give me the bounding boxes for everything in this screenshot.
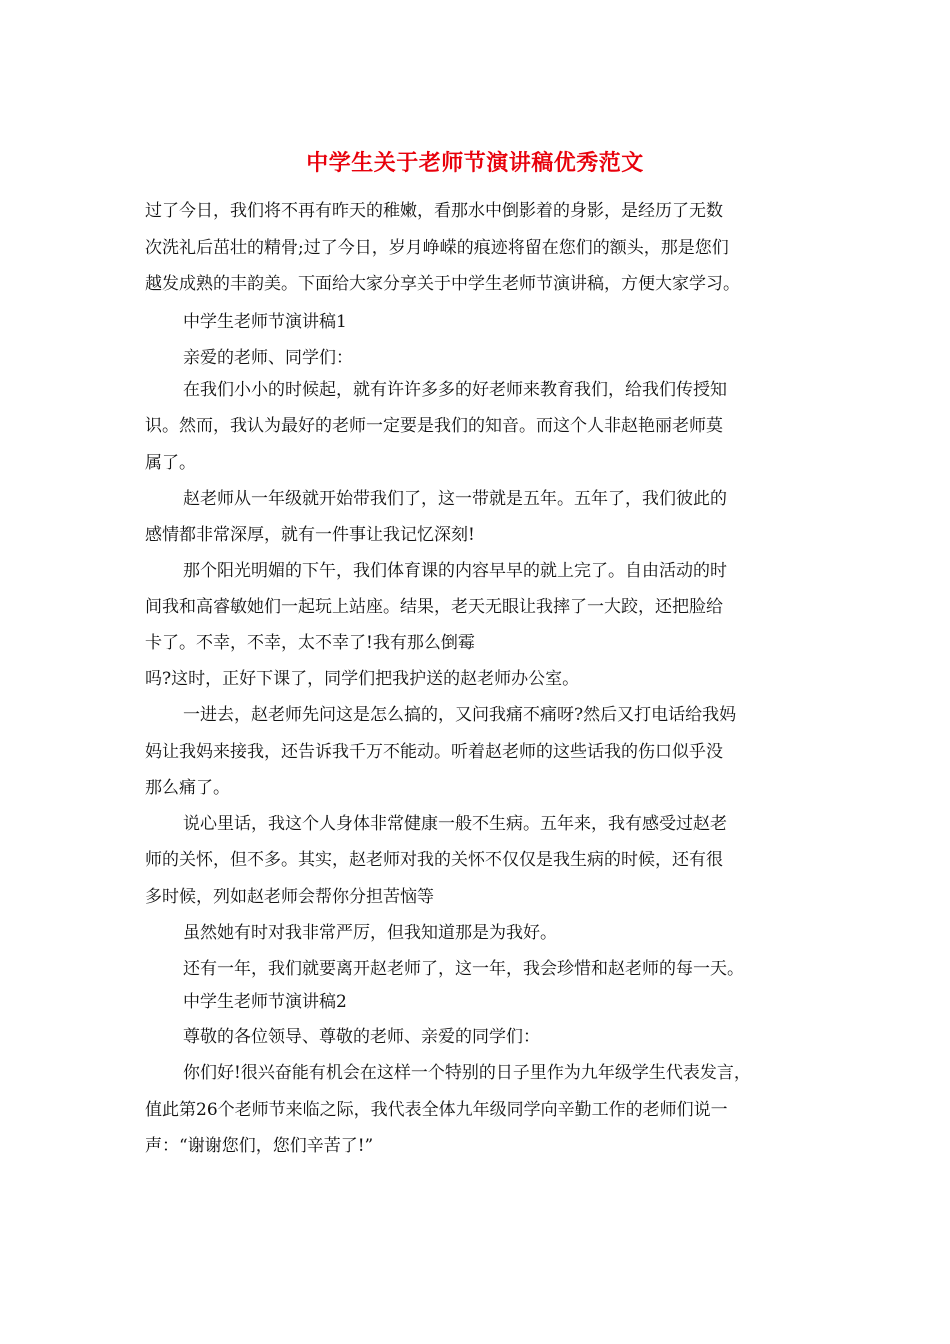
paragraph-line: 多时候，列如赵老师会帮你分担苦恼等 (145, 887, 434, 907)
paragraph-line: 一进去，赵老师先问这是怎么搞的，又问我痛不痛呀?然后又打电话给我妈 (183, 705, 737, 725)
paragraph-line: 过了今日，我们将不再有昨天的稚嫩，看那水中倒影着的身影，是经历了无数 (145, 201, 723, 221)
paragraph-line: 在我们小小的时候起，就有许许多多的好老师来教育我们，给我们传授知 (183, 380, 727, 400)
paragraph-line: 还有一年，我们就要离开赵老师了，这一年，我会珍惜和赵老师的每一天。 (183, 959, 744, 979)
paragraph-line: 次洗礼后茁壮的精骨;过了今日，岁月峥嵘的痕迹将留在您们的额头，那是您们 (145, 238, 729, 258)
paragraph-line: 越发成熟的丰韵美。下面给大家分享关于中学生老师节演讲稿，方便大家学习。 (145, 274, 740, 294)
paragraph-line: 虽然她有时对我非常严厉，但我知道那是为我好。 (183, 923, 557, 943)
paragraph-line: 师的关怀，但不多。其实，赵老师对我的关怀不仅仅是我生病的时候，还有很 (145, 850, 723, 870)
paragraph-line: 那个阳光明媚的下午，我们体育课的内容早早的就上完了。自由活动的时 (183, 561, 727, 581)
paragraph-line: 识。然而，我认为最好的老师一定要是我们的知音。而这个人非赵艳丽老师莫 (145, 416, 723, 436)
paragraph-line: 属了。 (145, 453, 196, 473)
paragraph-line: 赵老师从一年级就开始带我们了，这一带就是五年。五年了，我们彼此的 (183, 489, 727, 509)
paragraph-line: 感情都非常深厚，就有一件事让我记忆深刻! (145, 525, 475, 545)
salutation: 亲爱的老师、同学们： (183, 348, 353, 368)
paragraph-line: 声：“谢谢您们，您们辛苦了!” (145, 1136, 374, 1156)
paragraph-line: 间我和高睿敏她们一起玩上站座。结果，老天无眼让我摔了一大跤，还把脸给 (145, 597, 723, 617)
paragraph-line: 妈让我妈来接我，还告诉我千万不能动。听着赵老师的这些话我的伤口似乎没 (145, 742, 723, 762)
paragraph-line: 说心里话，我这个人身体非常健康一般不生病。五年来，我有感受过赵老 (183, 814, 727, 834)
paragraph-line: 你们好!很兴奋能有机会在这样一个特别的日子里作为九年级学生代表发言， (183, 1063, 751, 1083)
paragraph-line: 那么痛了。 (145, 778, 230, 798)
paragraph-line: 卡了。不幸，不幸，太不幸了!我有那么倒霉 (145, 633, 475, 653)
section-heading: 中学生老师节演讲稿2 (183, 992, 347, 1012)
salutation: 尊敬的各位领导、尊敬的老师、亲爱的同学们： (183, 1027, 540, 1047)
paragraph-line: 值此第26个老师节来临之际，我代表全体九年级同学向辛勤工作的老师们说一 (145, 1100, 728, 1120)
document-title: 中学生关于老师节演讲稿优秀范文 (306, 150, 644, 176)
paragraph-line: 吗?这时，正好下课了，同学们把我护送的赵老师办公室。 (145, 669, 580, 689)
section-heading: 中学生老师节演讲稿1 (183, 312, 347, 332)
